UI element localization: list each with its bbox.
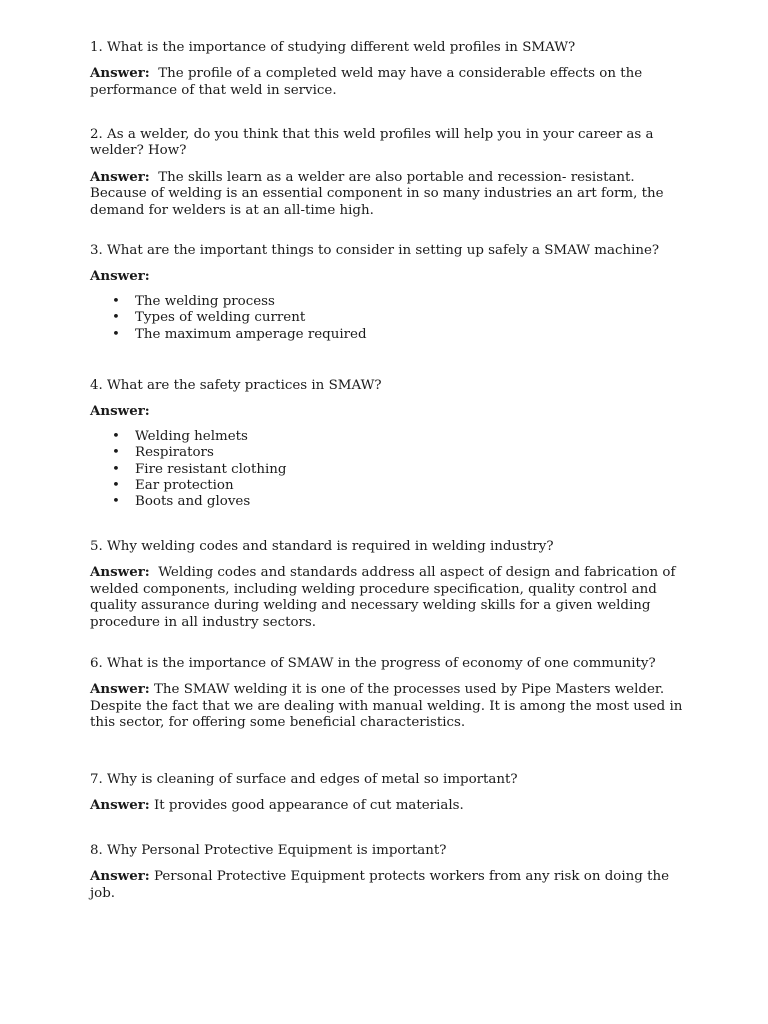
answer-7 [90,797,690,814]
question-7: 7. Why is cleaning of surface and edges of metal so important? [90,772,518,787]
qa-item-5 [90,539,690,631]
qa-item-7 [90,772,690,815]
bullet-icon: • [112,445,120,461]
qa-item-1 [90,40,690,99]
list-item: • The maximum amperage required [112,326,367,342]
bullet-icon: • [112,428,120,444]
answer-label: Answer: [90,681,150,698]
list-item: • Types of welding current [112,310,306,326]
bullet-icon: • [112,494,120,510]
answer-text-7: It provides good appearance of cut materials. [149,798,464,814]
answer-label: Answer: [90,168,150,185]
answer-text-8: Personal Protective Equipment protects workers from any risk on doing the job. [90,869,674,901]
answer-4 [90,403,690,420]
answer-1 [90,65,690,99]
list-item: • Boots and gloves [112,494,251,510]
answer-2 [90,169,690,219]
answer-label: Answer: [90,564,150,581]
answer-text-2: The skills learn as a welder are also portable and recession- resistant. Because of welding is an essential component in so many industries an art form, the demand for welders is at an all-time high. [90,169,668,218]
question-3: 3. What are the important things to consider in setting up safely a SMAW machine? [90,243,660,258]
question-1: 1. What is the importance of studying different weld profiles in SMAW? [90,40,576,55]
answer-label: Answer: [90,403,150,420]
qa-item-6 [90,656,690,732]
qa-item-4 [90,378,690,511]
answer-text-5: Welding codes and standards address all aspect of design and fabrication of welded components, including welding procedure specification, quality control and quality assurance during welding and necessary welding skills for a given welding procedure in all industry sectors. [90,565,680,630]
answer-8 [90,868,690,902]
bullet-icon: • [112,310,120,326]
answer-text-1: The profile of a completed weld may have a considerable effects on the performance of that weld in service. [90,66,647,98]
bullet-icon: • [112,326,120,342]
question-4: 4. What are the safety practices in SMAW? [90,378,382,393]
answer-text-6: The SMAW welding it is one of the processes used by Pipe Masters welder. Despite the fact that we are dealing with manual welding. It is among the most used in this sector, for offering some beneficial characteristics. [90,682,687,731]
bullet-icon: • [112,478,120,494]
answer-6 [90,681,690,731]
qa-item-8 [90,843,690,902]
list-item: • Respirators [112,445,214,461]
bullet-icon: • [112,293,120,309]
question-6: 6. What is the importance of SMAW in the progress of economy of one community? [90,656,656,671]
answer-list-3 [90,294,690,343]
answer-label: Answer: [90,868,150,885]
list-item: • The welding process [112,293,275,309]
answer-label: Answer: [90,65,150,82]
question-2: 2. As a welder, do you think that this weld profiles will help you in your career as a welder? How? [90,127,654,159]
answer-label: Answer: [90,268,150,285]
list-item: • Fire resistant clothing [112,461,287,477]
question-5: 5. Why welding codes and standard is required in welding industry? [90,539,554,554]
bullet-icon: • [112,461,120,477]
list-item: • Ear protection [112,478,234,494]
qa-item-3 [90,243,690,343]
answer-5 [90,564,690,631]
list-item: • Welding helmets [112,428,248,444]
answer-list-4 [90,429,690,511]
answer-label: Answer: [90,797,150,814]
answer-3 [90,268,690,285]
qa-item-2 [90,127,690,219]
question-8: 8. Why Personal Protective Equipment is important? [90,843,447,858]
